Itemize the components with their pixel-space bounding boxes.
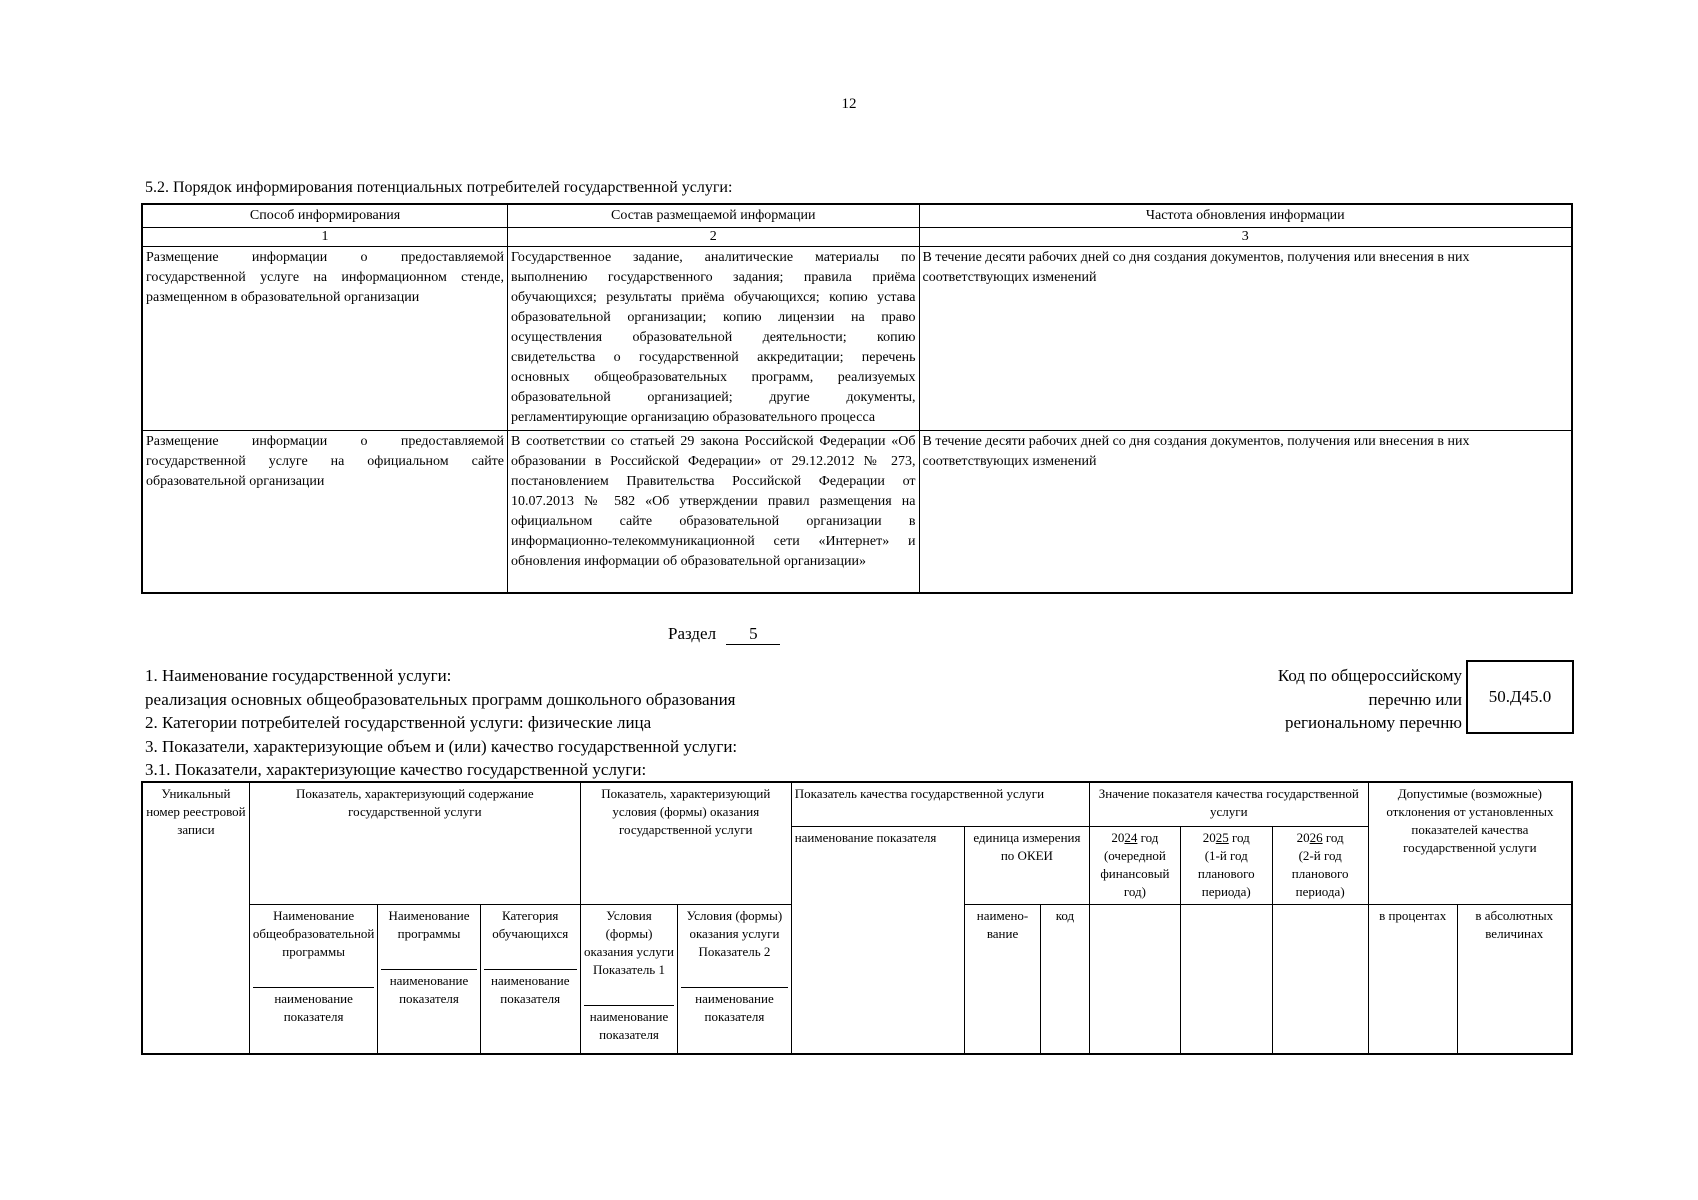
header-allowed-deviation: Допустимые (возможные) отклонения от установленных показателей качества государственной услуги: [1368, 782, 1572, 904]
service-code: 50.Д45.0: [1488, 687, 1552, 706]
year-value: 24: [1124, 829, 1138, 845]
year-note: (2-й год планового периода): [1291, 847, 1349, 899]
sub-label: наименование показателя: [253, 987, 375, 1026]
code-label-line: перечню или: [1368, 689, 1462, 709]
value-cell: [1181, 904, 1273, 1054]
header-quality-indicator: Показатель качества государственной услуги: [791, 782, 1089, 826]
header-indicator-value: Значение показателя качества государственной услуги: [1089, 782, 1368, 826]
service-name: реализация основных общеобразовательных программ дошкольного образования: [145, 689, 736, 709]
year-value: 26: [1309, 829, 1323, 845]
info-method-cell: Размещение информации о предоставляемой государственной услуге на официальном сайте образовательной организации: [142, 431, 508, 593]
header-indicator-name: наименование показателя: [791, 826, 964, 1054]
header-label: Наименование программы: [388, 907, 470, 941]
column-number: 1: [142, 228, 508, 247]
header-unit-name: наимено-вание: [965, 904, 1041, 1054]
column-header-frequency: Частота обновления информации: [919, 204, 1572, 228]
table-row: [142, 247, 1572, 431]
year-prefix: 20: [1202, 829, 1216, 845]
header-year-2: [1181, 826, 1273, 904]
header-unique-number: Уникальный номер реестровой записи: [142, 782, 249, 1054]
header-unit: единица измерения по ОКЕИ: [965, 826, 1090, 904]
code-label-line: региональному перечню: [1284, 713, 1462, 732]
section-5-2-heading: 5.2. Порядок информирования потенциальных потребителей государственной услуги:: [145, 179, 733, 196]
header-conditions-indicator: Показатель, характеризующий условия (формы) оказания государственной услуги: [580, 782, 791, 904]
header-label: Условия (формы) оказания услуги Показатель 2: [686, 907, 783, 959]
code-label-line: Код по общероссийскому: [1277, 666, 1462, 685]
header-label: Условия (формы) оказания услуги Показатель 1: [584, 907, 674, 977]
info-content-cell: Государственное задание, аналитические материалы по выполнению государственного задания; правила приёма обучающихся; результаты приёма обучающихся; копию устава образовательной организации; копию лицензии на право осуществления образовательной деятельности; копию свидетельства о государственной аккредитации; перечень основных общеобразовательных программ, реализуемых образовательной организацией; другие документы, регламентирующие организацию образовательного процесса: [508, 247, 920, 431]
value-cell: [1089, 904, 1180, 1054]
year-prefix: 20: [1296, 829, 1310, 845]
column-number: 2: [508, 228, 920, 247]
sub-label: наименование показателя: [381, 969, 476, 1008]
consumer-categories: 2. Категории потребителей государственной услуги: физические лица: [145, 713, 652, 732]
header-content-indicator: Показатель, характеризующий содержание государственной услуги: [249, 782, 580, 904]
header-absolute: в абсолютных величинах: [1457, 904, 1572, 1054]
header-year-1: [1089, 826, 1180, 904]
header-label: Наименование общеобразовательной программы: [252, 907, 375, 959]
column-header-content: Состав размещаемой информации: [508, 204, 920, 228]
quality-indicators-table: [141, 781, 1573, 1055]
section-number: 5: [726, 624, 780, 645]
header-condition-1: [580, 904, 677, 1054]
info-method-cell: Размещение информации о предоставляемой государственной услуге на информационном стенде, размещенном в образовательной организации: [142, 247, 508, 431]
column-number: 3: [919, 228, 1572, 247]
header-percent: в процентах: [1368, 904, 1457, 1054]
header-year-3: [1272, 826, 1368, 904]
code-label: [1240, 664, 1462, 735]
indicators-heading: 3. Показатели, характеризующие объем и (или) качество государственной услуги:: [145, 736, 738, 756]
year-suffix: год: [1140, 829, 1159, 845]
year-prefix: 20: [1111, 829, 1125, 845]
header-label: Категория обучающихся: [492, 907, 569, 941]
header-program-name: [249, 904, 378, 1054]
quality-indicators-heading: 3.1. Показатели, характеризующие качество государственной услуги:: [145, 760, 647, 779]
service-code-box: [1466, 660, 1574, 734]
info-content-cell: В соответствии со статьей 29 закона Российской Федерации «Об образовании в Российской Федерации» от 29.12.2012 № 273, постановлением Правительства Российской Федерации от 10.07.2013 № 582 «Об утверждении правил размещения на официальном сайте образовательной организации в информационно-телекоммуникационной сети «Интернет» и обновления информации об образовательной организации»: [508, 431, 920, 593]
sub-label: наименование показателя: [484, 969, 577, 1008]
sub-label: наименование показателя: [584, 1005, 674, 1044]
section-label: Раздел: [668, 624, 717, 643]
sub-label: наименование показателя: [681, 987, 788, 1026]
header-category: [480, 904, 580, 1054]
info-frequency-cell: В течение десяти рабочих дней со дня создания документов, получения или внесения в них соответствующих изменений: [919, 431, 1572, 593]
year-value: 25: [1215, 829, 1229, 845]
page-number: 12: [841, 96, 857, 112]
year-suffix: год: [1325, 829, 1344, 845]
year-note: (1-й год планового периода): [1197, 847, 1255, 899]
value-cell: [1272, 904, 1368, 1054]
service-description: [145, 664, 737, 782]
information-table: [141, 203, 1573, 594]
header-program: [378, 904, 480, 1054]
table-row: [142, 431, 1572, 593]
year-suffix: год: [1232, 829, 1250, 845]
column-header-method: Способ информирования: [142, 204, 508, 228]
header-condition-2: [678, 904, 792, 1054]
info-frequency-cell: В течение десяти рабочих дней со дня создания документов, получения или внесения в них соответствующих изменений: [919, 247, 1572, 431]
header-unit-code: код: [1041, 904, 1090, 1054]
year-note: (очередной финансовый год): [1100, 847, 1170, 899]
section-title: [668, 624, 780, 645]
service-name-label: 1. Наименование государственной услуги:: [145, 666, 452, 685]
